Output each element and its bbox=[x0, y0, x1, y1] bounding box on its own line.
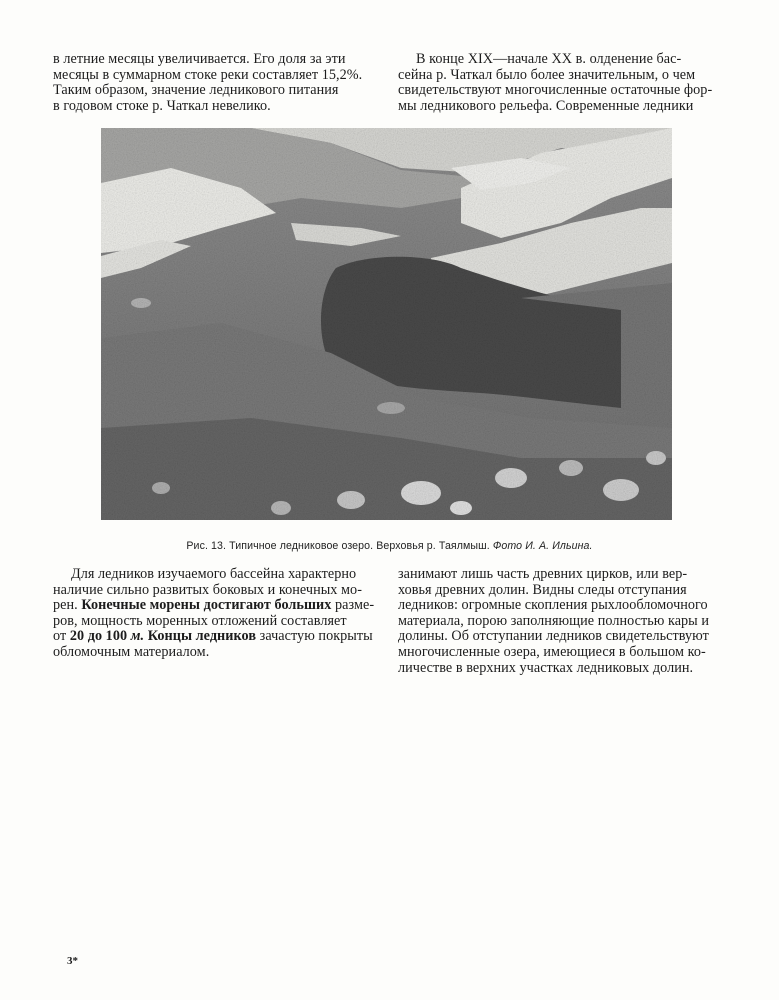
text-line: долины. Об отступании ледников свидетельствуют bbox=[398, 628, 709, 645]
text-line bbox=[53, 629, 381, 645]
text-line: месяцы в суммарном стоке реки составляет 15,2%. bbox=[53, 66, 363, 83]
text-line: наличие сильно развитых боковых и конечных мо- bbox=[53, 581, 362, 598]
text-line: ховья древних долин. Видны следы отступания bbox=[398, 581, 687, 598]
caption-text: Рис. 13. Типичное ледниковое озеро. Верховья р. Таялмыш. bbox=[186, 540, 490, 552]
text-line: свидетельствуют многочисленные остаточные фор- bbox=[398, 82, 713, 99]
photo-credit: Фото И. А. Ильина. bbox=[492, 540, 593, 552]
text-line: обломочным материалом. bbox=[53, 643, 210, 660]
text-line: Таким образом, значение ледникового питания bbox=[53, 82, 339, 99]
text-column-top-right bbox=[398, 52, 726, 114]
text-line: мы ледникового рельефа. Современные ледники bbox=[398, 97, 694, 114]
text-run: зачастую покрыты bbox=[259, 628, 373, 645]
photo-image bbox=[101, 128, 672, 520]
text-line bbox=[53, 598, 381, 614]
text-column-bottom-left bbox=[53, 567, 381, 661]
text-line: многочисленные озера, имеющиеся в большом ко- bbox=[398, 643, 706, 660]
text-run: разме- bbox=[335, 597, 375, 614]
text-line: занимают лишь часть древних цирков, или вер- bbox=[398, 566, 688, 582]
bold-run: Концы ледников bbox=[147, 628, 257, 645]
text-line: ров, мощность моренных отложений составляет bbox=[53, 612, 347, 629]
text-line: материала, порою заполняющие полностью кары и bbox=[398, 612, 710, 629]
bold-run: Конечные морены достигают больших bbox=[81, 597, 332, 614]
page-number: 3* bbox=[67, 955, 78, 967]
text-column-bottom-right bbox=[398, 567, 726, 676]
text-line: в годовом стоке р. Чаткал невелико. bbox=[53, 97, 271, 114]
bold-italic-run: м. bbox=[130, 628, 145, 645]
text-column-top-left bbox=[53, 52, 381, 114]
text-line: ледников: огромные скопления рыхлообломочного bbox=[398, 597, 708, 614]
text-line: Для ледников изучаемого бассейна характерно bbox=[71, 566, 357, 582]
text-run: от bbox=[53, 628, 67, 645]
text-line: В конце XIX—начале XX в. олденение бас- bbox=[416, 51, 682, 67]
text-line: сейна р. Чаткал было более значительным, о чем bbox=[398, 66, 696, 83]
figure-caption bbox=[0, 540, 779, 552]
text-line: в летние месяцы увеличивается. Его доля за эти bbox=[53, 51, 346, 67]
glacial-lake-photo bbox=[101, 128, 672, 520]
bold-run: 20 до 100 bbox=[69, 628, 128, 645]
text-run: рен. bbox=[53, 597, 78, 614]
text-line: личестве в верхних участках ледниковых долин. bbox=[398, 659, 694, 676]
